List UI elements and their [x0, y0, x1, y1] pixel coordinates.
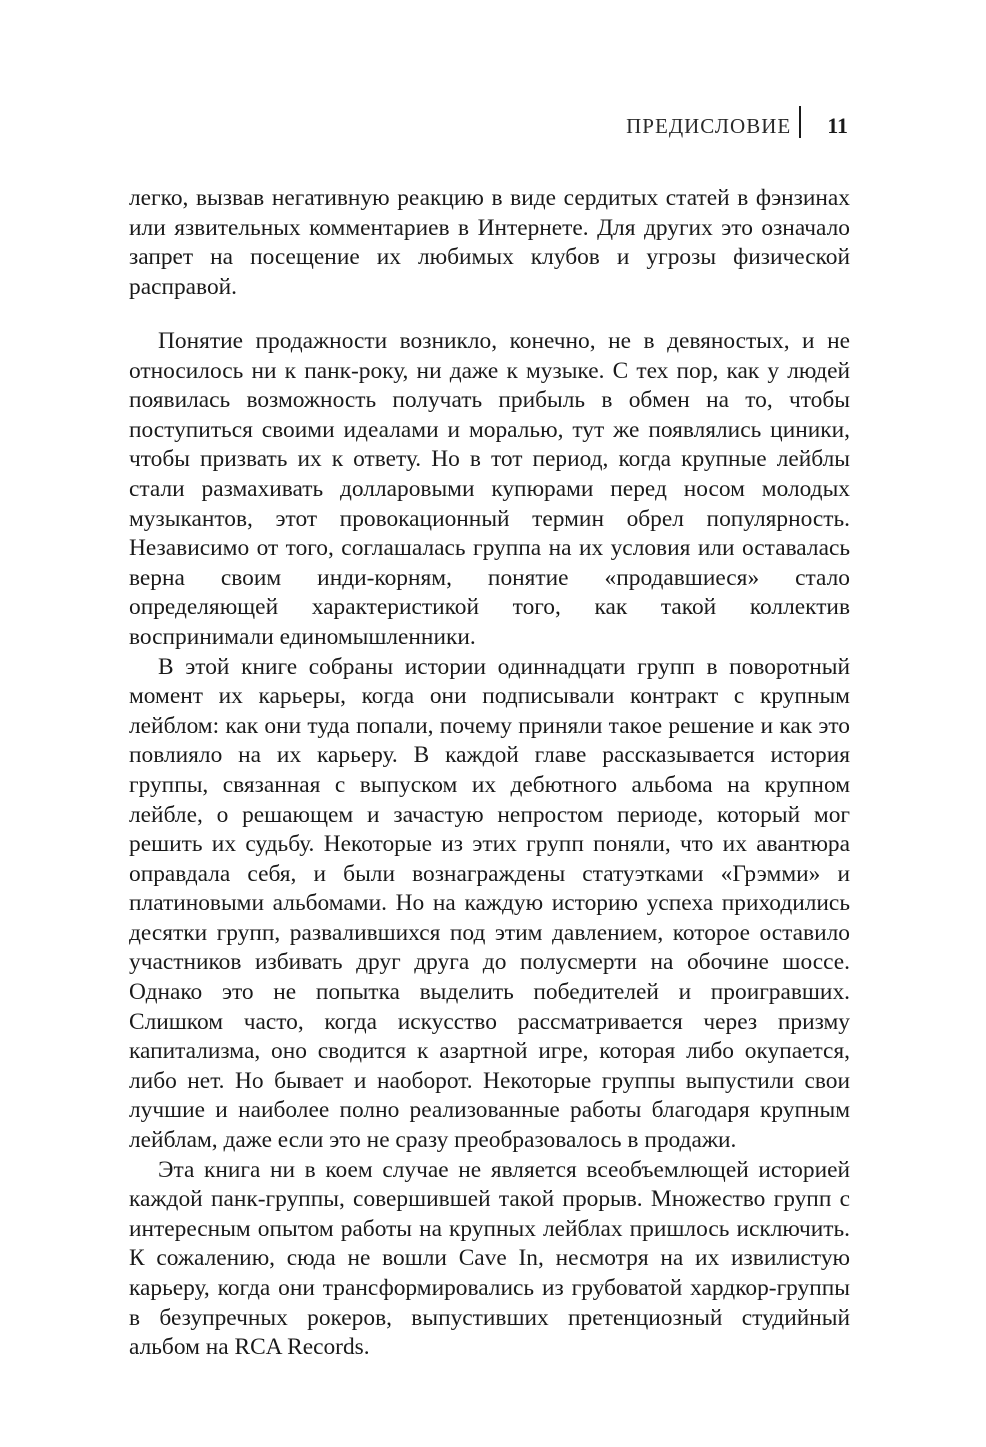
body-text [129, 327, 850, 1363]
continuation-paragraph: легко, вызвав негативную реакцию в виде сердитых статей в фэнзинах или язвительных комментариев в Интернете. Для других это означало запрет на посещение их любимых клубов и угрозы физической расправой. [129, 185, 850, 300]
running-header [626, 100, 848, 144]
paragraph-1: Понятие продажности возникло, конечно, не в девяностых, и не относилось ни к панк-року, ни даже к музыке. С тех пор, как у людей появилась возможность получать прибыль в обмен на то, чтобы поступиться своими идеалами и моралью, тут же появлялись циники, чтобы призвать их к ответу. Но в тот период, когда крупные лейблы стали размахивать долларовыми купюрами перед носом молодых музыкантов, этот провокационный термин обрел популярность. Независимо от того, соглашалась группа на их условия или оставалась верна своим инди-корням, понятие «продавшиеся» стало определяющей характеристикой того, как такой коллектив воспринимали единомышленники. [129, 328, 850, 650]
paragraph-2: В этой книге собраны истории одиннадцати групп в поворотный момент их карьеры, когда они подписывали контракт с крупным лейблом: как они туда попали, почему приняли такое решение и как это повлияло на их карьеру. В каждой главе рассказывается история группы, связанная с выпуском их дебютного альбома на крупном лейбле, о решающем и зачастую непростом периоде, который мог решить их судьбу. Некоторые из этих групп поняли, что их авантюра оправдала себя, и были вознаграждены статуэтками «Грэмми» и платиновыми альбомами. Но на каждую историю успеха приходились десятки групп, развалившихся под этим давлением, которое оставило участников избивать друг друга до полусмерти на обочине шоссе. Однако это не попытка выделить победителей и проигравших. Слишком часто, когда искусство рассматривается через призму капитализма, оно сводится к азартной игре, которая либо окупается, либо нет. Но бывает и наоборот. Некоторые группы выпустили свои лучшие и наиболее полно реализованные работы благодаря крупным лейблам, даже если это не сразу преобразовалось в продажи. [129, 653, 850, 1154]
continuation-block [129, 184, 850, 302]
section-title: ПРЕДИСЛОВИЕ [626, 113, 792, 138]
paragraph-3: Эта книга ни в коем случае не является всеобъемлющей историей каждой панк-группы, совершившей такой прорыв. Множество групп с интересным опытом работы на крупных лейблах пришлось исключить. К сожалению, сюда не вошли Cave In, несмотря на их извилистую карьеру, когда они трансформировались из грубоватой хардкор-группы в безупречных рокеров, выпустивших претенциозный студийный альбом на RCA Records. [129, 1156, 850, 1361]
page-number: 11 [827, 113, 848, 138]
header-divider [799, 106, 801, 138]
